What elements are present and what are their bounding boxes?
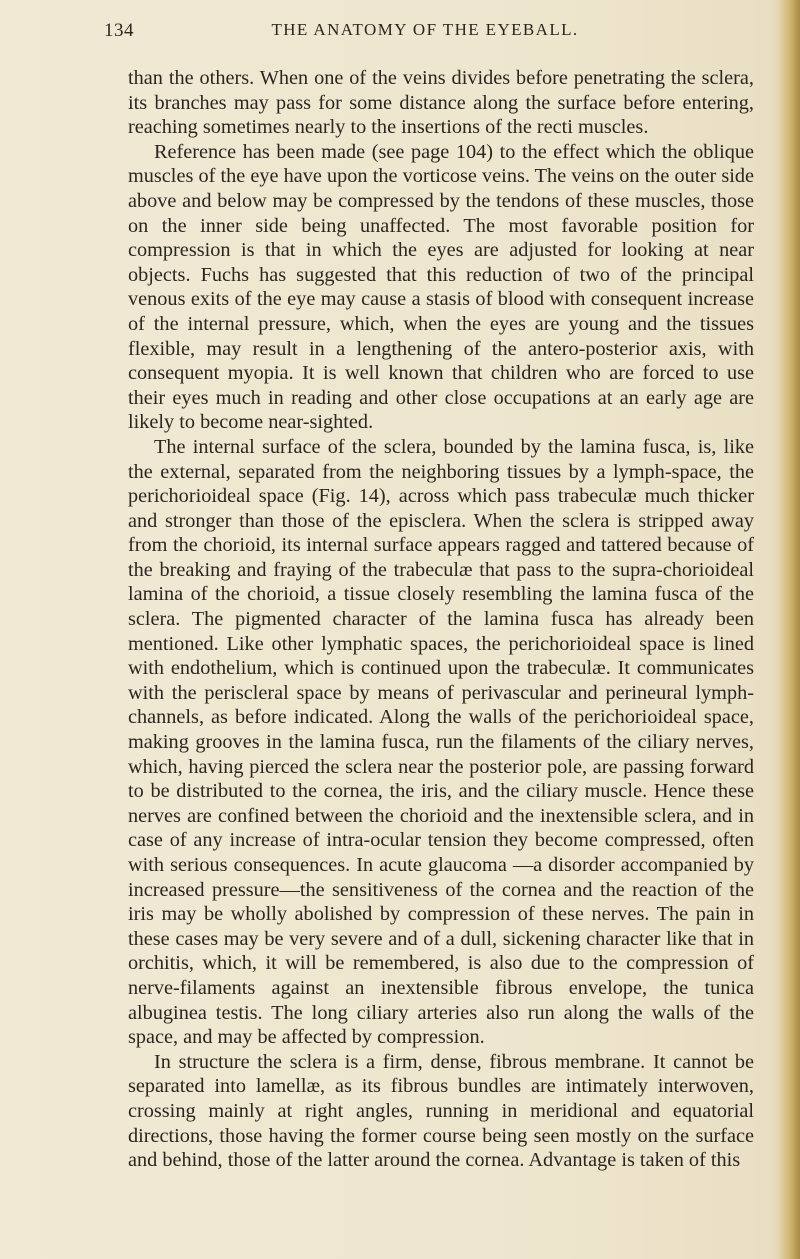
running-title: THE ANATOMY OF THE EYEBALL. — [271, 20, 579, 39]
paragraph-structure: In structure the sclera is a firm, dense, fibrous membrane. It cannot be separated into lamellæ, as its fibrous bundles are intimately interwoven, crossing mainly at right angles, running in meridional and equatorial directions, those having the former course being seen mostly on the surface and behind, those of the latter around the cornea. Advantage is taken of this — [128, 1050, 754, 1172]
page-number: 134 — [104, 20, 134, 41]
paragraph-oblique-muscles: Reference has been made (see page 104) to the effect which the oblique muscles of the eye have upon the vorticose veins. The veins on the outer side above and below may be compressed by the tendons of these muscles, those on the inner side being unaffected. The most favorable position for compression is that in which the eyes are adjusted for looking at near objects. Fuchs has suggested that this reduction of two of the principal venous exits of the eye may cause a stasis of blood with consequent increase of the internal pressure, which, when the eyes are young and the tissues flexible, may result in a lengthening of the antero-posterior axis, with consequent myopia. It is well known that children who are forced to use their eyes much in reading and other close occupations at an early age are likely to become near-sighted. — [128, 140, 754, 434]
page-header — [104, 20, 746, 50]
paragraph-continued: than the others. When one of the veins divides before penetrating the sclera, its branches may pass for some distance along the surface before entering, reaching sometimes nearly to the insertions of the recti muscles. — [128, 67, 754, 139]
paragraph-internal-surface: The internal surface of the sclera, bounded by the lamina fusca, is, like the external, separated from the neighboring tissues by a lymph-space, the perichorioideal space (Fig. 14), across which pass trabeculæ much thicker and stronger than those of the episclera. When the sclera is stripped away from the chorioid, its internal surface appears ragged and tattered because of the breaking and fraying of the trabeculæ that pass to the supra-chorioideal lamina of the chorioid, a tissue closely resembling the lamina fusca of the sclera. The pigmented character of the lamina fusca has already been mentioned. Like other lymphatic spaces, the perichorioideal space is lined with endothelium, which is continued upon the trabeculæ. It communicates with the periscleral space by means of perivascular and perineural lymph-channels, as before indicated. Along the walls of the perichorioideal space, making grooves in the lamina fusca, run the filaments of the ciliary nerves, which, having pierced the sclera near the posterior pole, are passing forward to be distributed to the cornea, the iris, and the ciliary muscle. Hence these nerves are confined between the chorioid and the inextensible sclera, and in case of any increase of intra-ocular tension they become compressed, often with serious consequences. In acute glaucoma —a disorder accompanied by increased pressure—the sensitiveness of the cornea and the reaction of the iris may be wholly abolished by compression of these nerves. The pain in these cases may be very severe and of a dull, sickening character like that in orchitis, which, it will be remembered, is also due to the compression of nerve-filaments against an inextensible fibrous envelope, the tunica albuginea testis. The long ciliary arteries also run along the walls of the space, and may be affected by compression. — [128, 435, 754, 1049]
page-edge-shadow — [778, 0, 800, 1259]
body-text — [128, 66, 754, 1173]
